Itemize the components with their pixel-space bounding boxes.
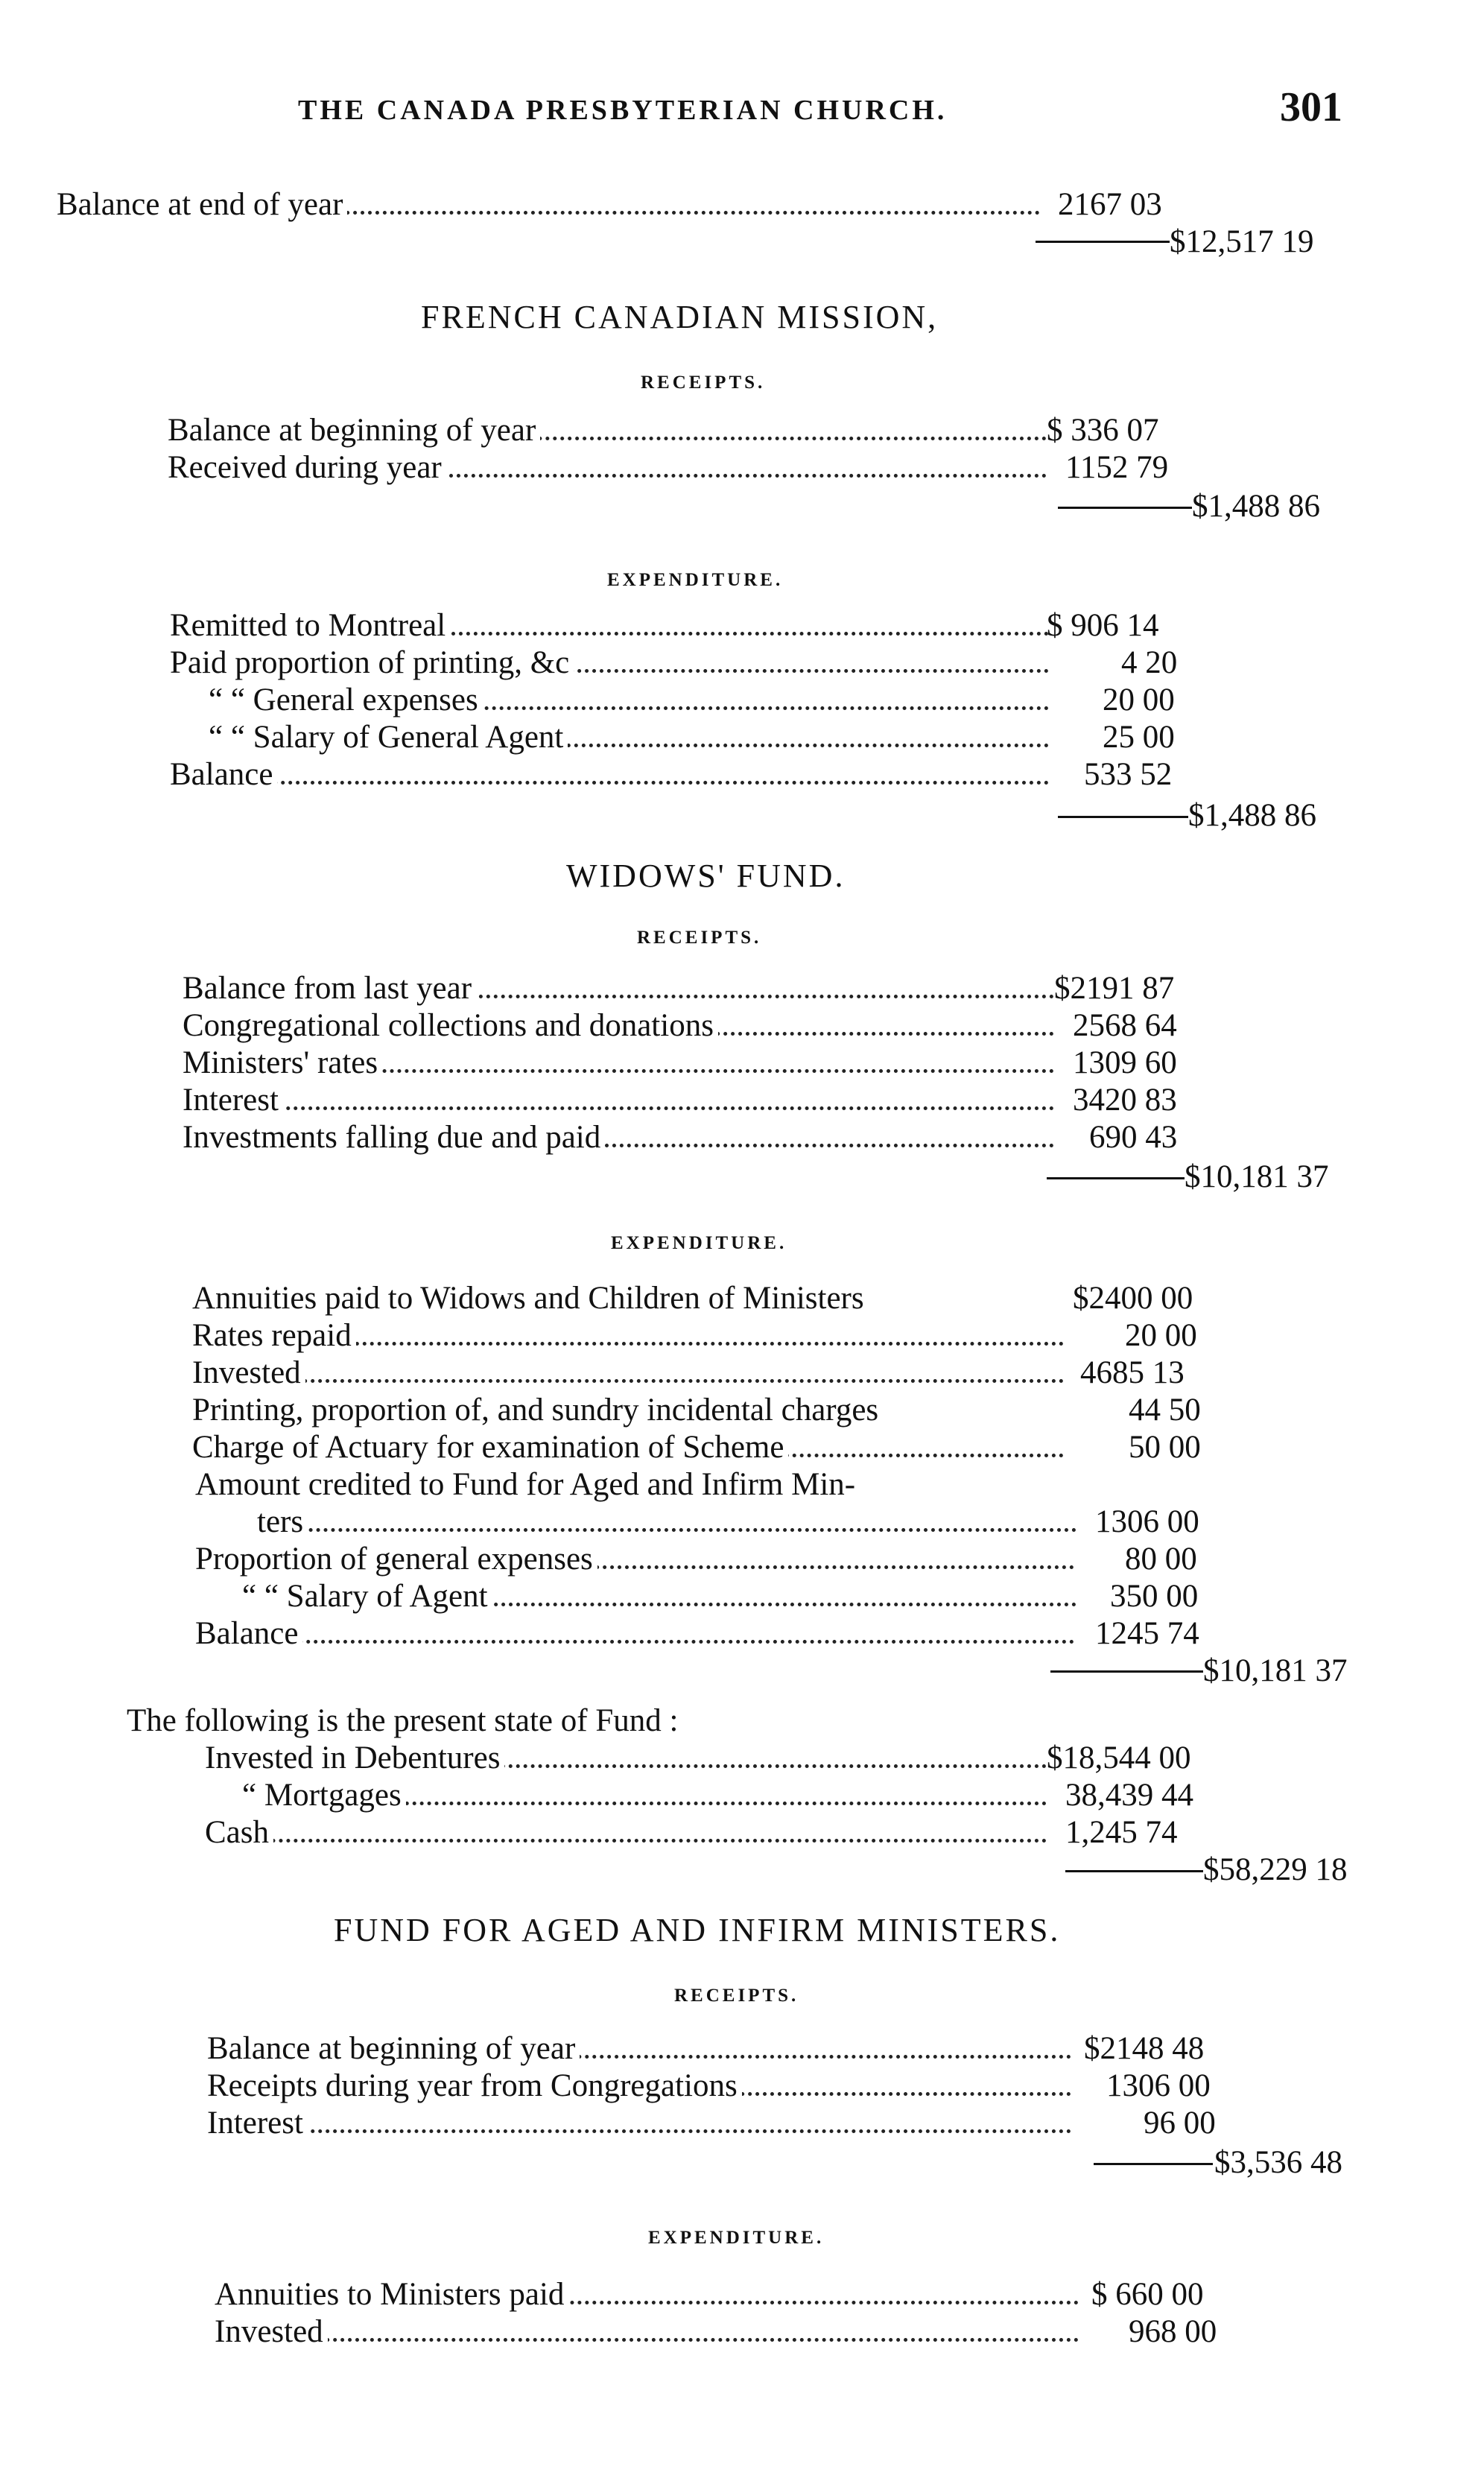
fund-state-intro: The following is the present state of Fund :	[127, 1703, 679, 1738]
row-label: Balance at end of year	[57, 187, 347, 222]
sub-heading: RECEIPTS.	[637, 928, 762, 948]
ledger-row	[170, 607, 1064, 644]
row-label: “ “ Salary of Agent	[242, 1579, 492, 1614]
total-rule	[1036, 241, 1170, 243]
ledger-row	[192, 1317, 1071, 1355]
row-amount: 1306 00	[1106, 2068, 1211, 2103]
row-amount: 968 00	[1129, 2314, 1217, 2349]
row-label: Received during year	[168, 450, 446, 485]
row-amount: 50 00	[1129, 1430, 1201, 1465]
row-amount: $2191 87	[1054, 971, 1175, 1006]
section-total: $58,229 18	[1203, 1852, 1348, 1887]
ledger-row	[183, 1082, 1062, 1119]
row-amount: 20 00	[1125, 1318, 1197, 1353]
total-rule	[1050, 1670, 1203, 1673]
section-title: FUND FOR AGED AND INFIRM MINISTERS.	[334, 1912, 1061, 1948]
ledger-row	[215, 2313, 1094, 2351]
ledger-row	[183, 1007, 1062, 1045]
row-amount: 2167 03	[1058, 187, 1162, 222]
row-label: Invested	[192, 1355, 305, 1390]
sub-heading: RECEIPTS.	[641, 373, 766, 393]
section-total: $10,181 37	[1203, 1653, 1348, 1688]
row-label: Balance	[195, 1616, 302, 1651]
row-label: “ “ Salary of General Agent	[209, 720, 568, 755]
ledger-row	[207, 2105, 1086, 2142]
ledger-row	[242, 1777, 1058, 1814]
ledger-row	[205, 1814, 1058, 1851]
section-total: $3,536 48	[1214, 2145, 1342, 2180]
row-label: Charge of Actuary for examination of Scheme	[192, 1430, 788, 1465]
row-amount: 1245 74	[1095, 1616, 1199, 1651]
row-amount: 533 52	[1084, 757, 1173, 792]
row-amount: 3420 83	[1073, 1083, 1177, 1118]
row-label: Balance at beginning of year	[168, 413, 540, 448]
ledger-row	[192, 1355, 1071, 1392]
sub-heading: EXPENDITURE.	[648, 2228, 825, 2248]
row-amount: $2148 48	[1084, 2031, 1205, 2066]
row-amount: $ 660 00	[1091, 2277, 1204, 2312]
ledger-row	[170, 756, 1064, 793]
row-label: ters	[257, 1504, 308, 1539]
row-label: Annuities to Ministers paid	[215, 2277, 568, 2312]
row-amount: 2568 64	[1073, 1008, 1177, 1043]
row-amount: 80 00	[1125, 1542, 1197, 1577]
ledger-row	[168, 412, 1062, 449]
row-amount: 690 43	[1089, 1120, 1178, 1155]
sub-heading: EXPENDITURE.	[607, 570, 784, 590]
row-amount: 350 00	[1110, 1579, 1199, 1614]
section-total: $12,517 19	[1170, 224, 1314, 259]
section-total: $10,181 37	[1185, 1159, 1329, 1194]
ledger-row	[257, 1504, 1088, 1541]
ledger-row	[183, 970, 1062, 1007]
ledger-row	[205, 1740, 1058, 1777]
sub-heading: EXPENDITURE.	[611, 1233, 787, 1253]
sub-heading: RECEIPTS.	[674, 1986, 799, 2006]
total-rule	[1065, 1870, 1203, 1872]
ledger-row	[215, 2276, 1094, 2313]
row-amount: 38,439 44	[1065, 1778, 1193, 1813]
ledger-row	[57, 186, 1100, 224]
row-amount: $2400 00	[1073, 1281, 1193, 1316]
row-label: Balance at beginning of year	[207, 2031, 580, 2066]
section-total: $1,488 86	[1192, 489, 1320, 524]
row-label: Annuities paid to Widows and Children of Ministers	[192, 1281, 864, 1316]
row-amount: 1152 79	[1065, 450, 1169, 485]
ledger-row	[207, 2068, 1086, 2105]
row-amount: 44 50	[1129, 1393, 1201, 1428]
row-label: Investments falling due and paid	[183, 1120, 605, 1155]
ledger-row	[195, 1615, 1089, 1653]
row-amount: $18,544 00	[1047, 1740, 1191, 1775]
row-label: Ministers' rates	[183, 1045, 382, 1080]
row-label: Invested in Debentures	[205, 1740, 504, 1775]
row-label: Cash	[205, 1815, 273, 1850]
row-amount: 25 00	[1103, 720, 1175, 755]
row-label: Amount credited to Fund for Aged and Infirm Min-	[195, 1467, 856, 1502]
row-amount: $ 336 07	[1047, 413, 1159, 448]
row-amount: 1309 60	[1073, 1045, 1177, 1080]
total-rule	[1058, 816, 1188, 818]
ledger-row	[183, 1045, 1062, 1082]
ledger-row	[209, 682, 1064, 719]
row-label: “ “ General expenses	[209, 682, 483, 717]
section-title: FRENCH CANADIAN MISSION,	[421, 299, 939, 335]
row-label: Rates repaid	[192, 1318, 356, 1353]
row-amount: $ 906 14	[1047, 608, 1159, 643]
row-label: Interest	[207, 2106, 308, 2141]
ledger-row	[207, 2030, 1086, 2068]
ledger-row	[192, 1429, 1071, 1466]
row-amount: 20 00	[1103, 682, 1175, 717]
row-label: Printing, proportion of, and sundry incidental charges	[192, 1393, 879, 1428]
row-amount: 96 00	[1144, 2106, 1216, 2141]
running-header: THE CANADA PRESBYTERIAN CHURCH.	[298, 95, 948, 126]
row-label: “ Mortgages	[242, 1778, 406, 1813]
total-rule	[1094, 2163, 1213, 2165]
row-amount: 1,245 74	[1065, 1815, 1178, 1850]
ledger-row	[209, 719, 1064, 756]
row-label: Interest	[183, 1083, 283, 1118]
ledger-row	[242, 1578, 1089, 1615]
row-label: Balance	[170, 757, 277, 792]
section-total: $1,488 86	[1188, 798, 1316, 833]
total-rule	[1047, 1177, 1185, 1179]
row-label: Congregational collections and donations	[183, 1008, 718, 1043]
section-title: WIDOWS' FUND.	[566, 858, 846, 894]
row-label: Paid proportion of printing, &c	[170, 645, 574, 680]
ledger-row	[183, 1119, 1062, 1156]
ledger-row	[170, 644, 1064, 682]
row-amount: 4685 13	[1080, 1355, 1185, 1390]
row-label: Receipts during year from Congregations	[207, 2068, 742, 2103]
row-label: Remitted to Montreal	[170, 608, 450, 643]
ledger-row	[195, 1541, 1089, 1578]
row-amount: 4 20	[1121, 645, 1178, 680]
row-label: Balance from last year	[183, 971, 476, 1006]
row-label: Invested	[215, 2314, 328, 2349]
row-label: Proportion of general expenses	[195, 1542, 597, 1577]
page-number: 301	[1280, 84, 1342, 130]
total-rule	[1058, 507, 1192, 509]
row-amount: 1306 00	[1095, 1504, 1199, 1539]
ledger-row	[168, 449, 1062, 487]
